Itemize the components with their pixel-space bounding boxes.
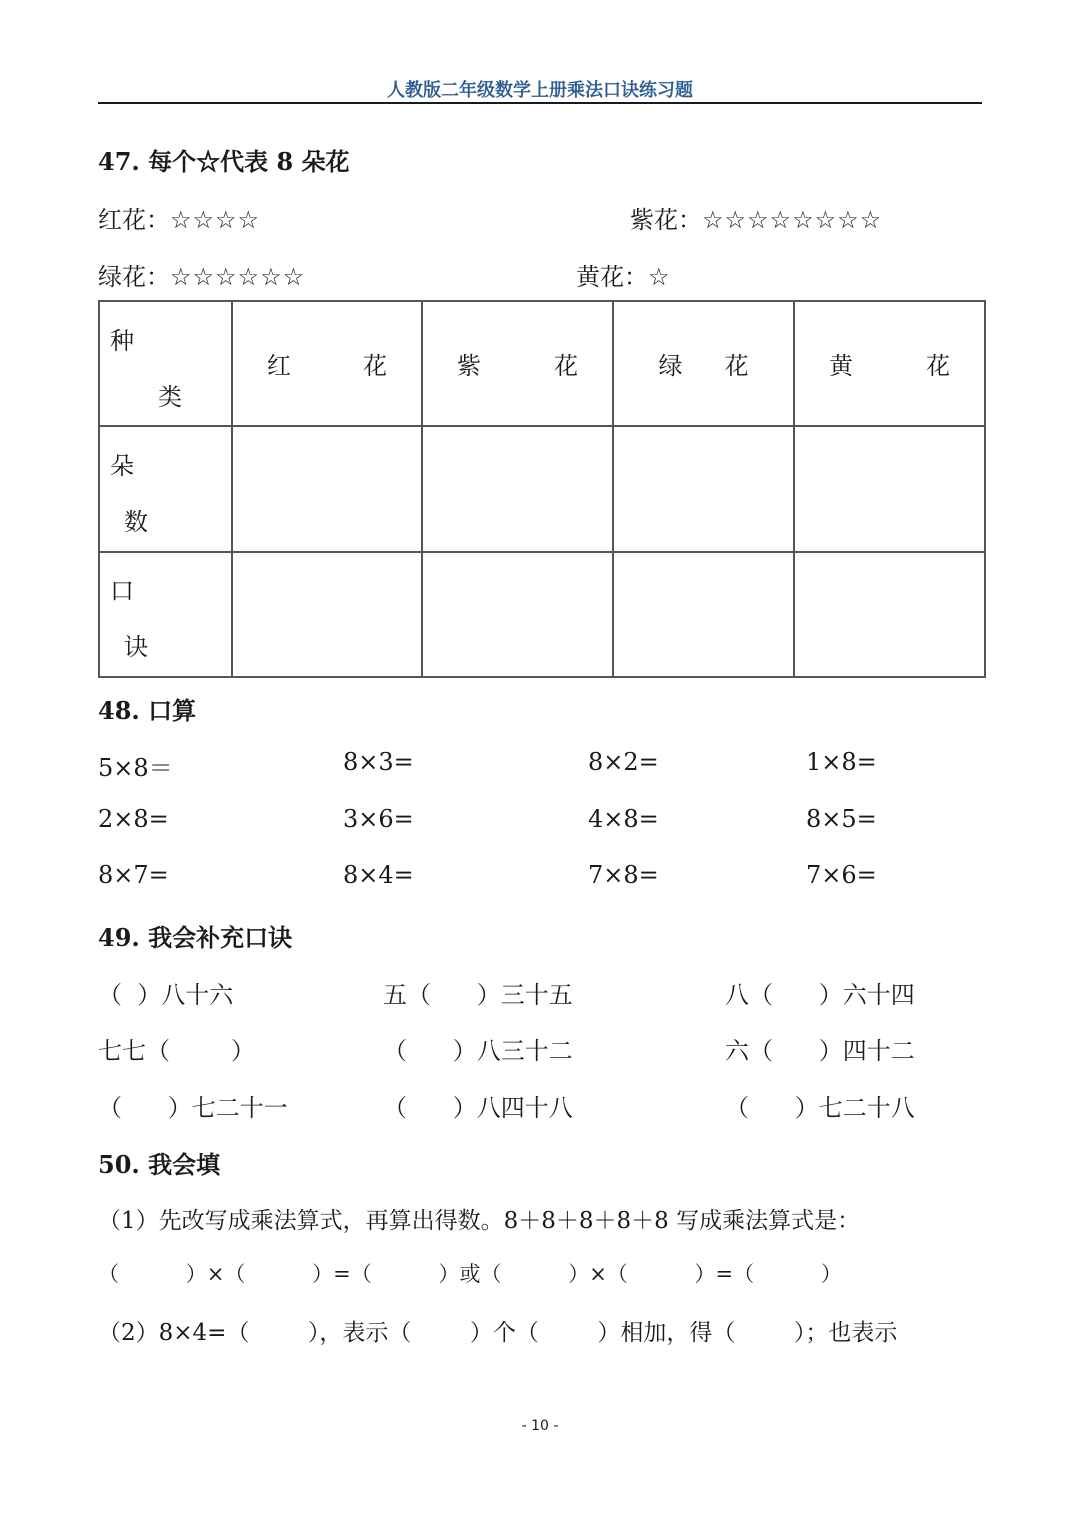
table-row-rhyme <box>99 552 985 677</box>
green-flower-label: 绿花： <box>98 263 170 291</box>
row-header-count-char-2: 数 <box>124 507 148 536</box>
yellow-flower-stars: ☆ <box>648 263 671 291</box>
col-header-red <box>232 301 422 426</box>
answer-cell-purple-rhyme[interactable] <box>422 552 613 677</box>
q49-item: （ ）七二十八 <box>725 1094 915 1122</box>
q49-item: 八（ ）六十四 <box>725 981 915 1009</box>
q48-problem: 7×8= <box>588 861 659 889</box>
q50-part1-text: （1）先改写成乘法算式，再算出得数。8＋8＋8＋8＋8 写成乘法算式是： <box>98 1208 861 1234</box>
q49-item: （ ）七二十一 <box>98 1094 288 1122</box>
col-header-purple <box>422 301 613 426</box>
yellow-flower-line <box>576 257 671 292</box>
row-header-kind-char-1: 种 <box>110 326 134 355</box>
row-header-rhyme-char-1: 口 <box>110 577 134 606</box>
col-header-yellow <box>794 301 985 426</box>
col-header-red-char-2: 花 <box>363 352 387 381</box>
answer-cell-yellow-count[interactable] <box>794 426 985 551</box>
row-header-kind-char-2: 类 <box>158 382 182 411</box>
q48-problem: 8×5= <box>806 805 877 833</box>
col-header-green-char-1: 绿 <box>658 352 683 381</box>
q48-problem: 4×8= <box>588 805 659 833</box>
q50-part1-blanks: （ ）×（ ）=（ ）或（ ）×（ ）=（ ） <box>98 1262 842 1286</box>
q48-problem: 8×7= <box>98 861 169 889</box>
col-header-yellow-char-1: 黄 <box>829 352 853 381</box>
q50-part2-text: （2）8×4=（ ），表示（ ）个（ ）相加，得（ ）；也表示 <box>98 1320 898 1346</box>
col-header-purple-char-1: 紫 <box>457 352 481 381</box>
q47-title: 47. 每个☆代表 8 朵花 <box>98 147 350 176</box>
q49-item: （ ）八四十八 <box>383 1094 573 1122</box>
col-header-green <box>613 301 794 426</box>
q48-problem: 8×3= <box>343 748 414 776</box>
green-flower-line <box>98 257 305 292</box>
table-row-count <box>99 426 985 551</box>
purple-flower-label: 紫花： <box>630 206 702 234</box>
q48-problem: 1×8= <box>806 748 877 776</box>
col-header-purple-char-2: 花 <box>554 352 578 381</box>
purple-flower-line <box>630 200 882 235</box>
row-header-count <box>99 426 232 551</box>
q49-item: 五（ ）三十五 <box>383 981 573 1009</box>
q49-item: 六（ ）四十二 <box>725 1037 915 1065</box>
green-flower-stars: ☆☆☆☆☆☆ <box>170 263 306 291</box>
yellow-flower-label: 黄花： <box>576 263 648 291</box>
col-header-yellow-char-2: 花 <box>926 352 950 381</box>
q48-problem: 8×4= <box>343 861 414 889</box>
red-flower-label: 红花： <box>98 206 170 234</box>
q50-title: 50. 我会填 <box>98 1150 221 1179</box>
q49-item: 七七（ ） <box>98 1037 256 1065</box>
page-header-title: 人教版二年级数学上册乘法口诀练习题 <box>387 80 693 101</box>
q48-problem: 2×8= <box>98 805 169 833</box>
purple-flower-stars: ☆☆☆☆☆☆☆☆ <box>702 206 883 234</box>
red-flower-line <box>98 200 260 235</box>
q49-item: （ ）八十六 <box>98 981 234 1009</box>
col-header-green-char-2: 花 <box>724 352 749 381</box>
page-number: - 10 - <box>521 1418 559 1434</box>
q48-problem: 8×2= <box>588 748 659 776</box>
answer-cell-yellow-rhyme[interactable] <box>794 552 985 677</box>
table-row-kind <box>99 301 985 426</box>
answer-cell-red-count[interactable] <box>232 426 422 551</box>
col-header-red-char-1: 红 <box>267 352 291 381</box>
row-header-kind <box>99 301 232 426</box>
red-flower-stars: ☆☆☆☆ <box>170 206 261 234</box>
row-header-rhyme <box>99 552 232 677</box>
row-header-rhyme-char-2: 诀 <box>124 633 148 662</box>
q48-problem: 7×6= <box>806 861 877 889</box>
answer-cell-red-rhyme[interactable] <box>232 552 422 677</box>
header-divider <box>98 102 982 104</box>
answer-cell-green-count[interactable] <box>613 426 794 551</box>
q48-problem: 3×6= <box>343 805 414 833</box>
q48-problem: 5×8＝ <box>98 754 173 782</box>
q48-title: 48. 口算 <box>98 696 197 725</box>
row-header-count-char-1: 朵 <box>110 451 134 480</box>
flower-table <box>98 300 986 678</box>
q49-title: 49. 我会补充口诀 <box>98 923 293 952</box>
answer-cell-green-rhyme[interactable] <box>613 552 794 677</box>
answer-cell-purple-count[interactable] <box>422 426 613 551</box>
q49-item: （ ）八三十二 <box>383 1037 573 1065</box>
